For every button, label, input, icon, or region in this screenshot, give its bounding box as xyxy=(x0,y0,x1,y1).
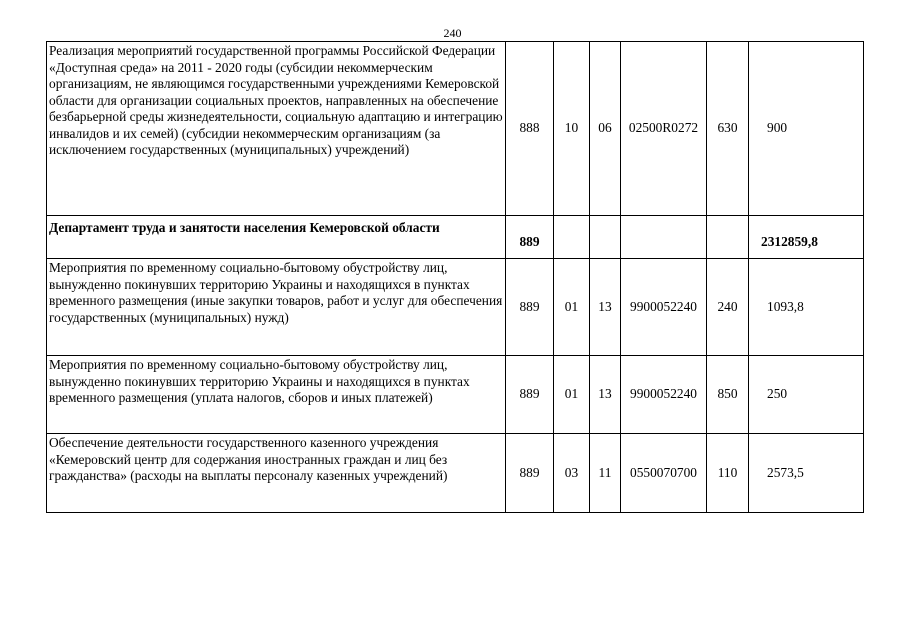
amount-value: 2312859,8 xyxy=(749,216,864,259)
expense-type-code: 630 xyxy=(707,42,749,216)
subsection-code: 06 xyxy=(590,42,621,216)
amount-value: 1093,8 xyxy=(749,259,864,356)
expense-type-code: 240 xyxy=(707,259,749,356)
target-article-code: 0550070700 xyxy=(621,434,707,513)
target-article-code xyxy=(621,216,707,259)
budget-table xyxy=(46,41,864,513)
row-description: Реализация мероприятий государственной программы Российской Федерации «Доступная среда» на 2011 - 2020 годы (субсидии некоммерческим организациям, не являющимся государственными учреждениями Кемеровской области для организации социальных проектов, направленных на обеспечение безбарьерной среды жизнедеятельности, социальную адаптацию и интеграцию инвалидов и их семей) (субсидии некоммерческим организациям (за исключением государственных (муниципальных) учреждений) xyxy=(47,42,506,216)
amount-value: 900 xyxy=(749,42,864,216)
table-row xyxy=(47,434,864,513)
row-description: Обеспечение деятельности государственного казенного учреждения «Кемеровский центр для содержания иностранных граждан и лиц без гражданства» (расходы на выплаты персоналу казенных учреждений) xyxy=(47,434,506,513)
expense-type-code: 850 xyxy=(707,356,749,434)
section-code: 01 xyxy=(554,259,590,356)
ministry-code: 888 xyxy=(506,42,554,216)
section-code: 03 xyxy=(554,434,590,513)
row-description: Мероприятия по временному социально-бытовому обустройству лиц, вынужденно покинувших территорию Украины и находящихся в пунктах временного размещения (иные закупки товаров, работ и услуг для обеспечения государственных (муниципальных) нужд) xyxy=(47,259,506,356)
expense-type-code xyxy=(707,216,749,259)
section-code xyxy=(554,216,590,259)
ministry-code: 889 xyxy=(506,434,554,513)
ministry-code: 889 xyxy=(506,356,554,434)
table-row xyxy=(47,259,864,356)
amount-value: 2573,5 xyxy=(749,434,864,513)
target-article-code: 9900052240 xyxy=(621,259,707,356)
subsection-code: 13 xyxy=(590,356,621,434)
ministry-code: 889 xyxy=(506,216,554,259)
page-number: 240 xyxy=(443,26,462,40)
target-article-code: 9900052240 xyxy=(621,356,707,434)
subsection-code: 13 xyxy=(590,259,621,356)
table-row xyxy=(47,356,864,434)
ministry-code: 889 xyxy=(506,259,554,356)
table-row xyxy=(47,42,864,216)
amount-value: 250 xyxy=(749,356,864,434)
table-row-department xyxy=(47,216,864,259)
department-name: Департамент труда и занятости населения Кемеровской области xyxy=(47,216,506,259)
subsection-code xyxy=(590,216,621,259)
section-code: 01 xyxy=(554,356,590,434)
target-article-code: 02500R0272 xyxy=(621,42,707,216)
expense-type-code: 110 xyxy=(707,434,749,513)
subsection-code: 11 xyxy=(590,434,621,513)
row-description: Мероприятия по временному социально-бытовому обустройству лиц, вынужденно покинувших территорию Украины и находящихся в пунктах временного размещения (уплата налогов, сборов и иных платежей) xyxy=(47,356,506,434)
section-code: 10 xyxy=(554,42,590,216)
